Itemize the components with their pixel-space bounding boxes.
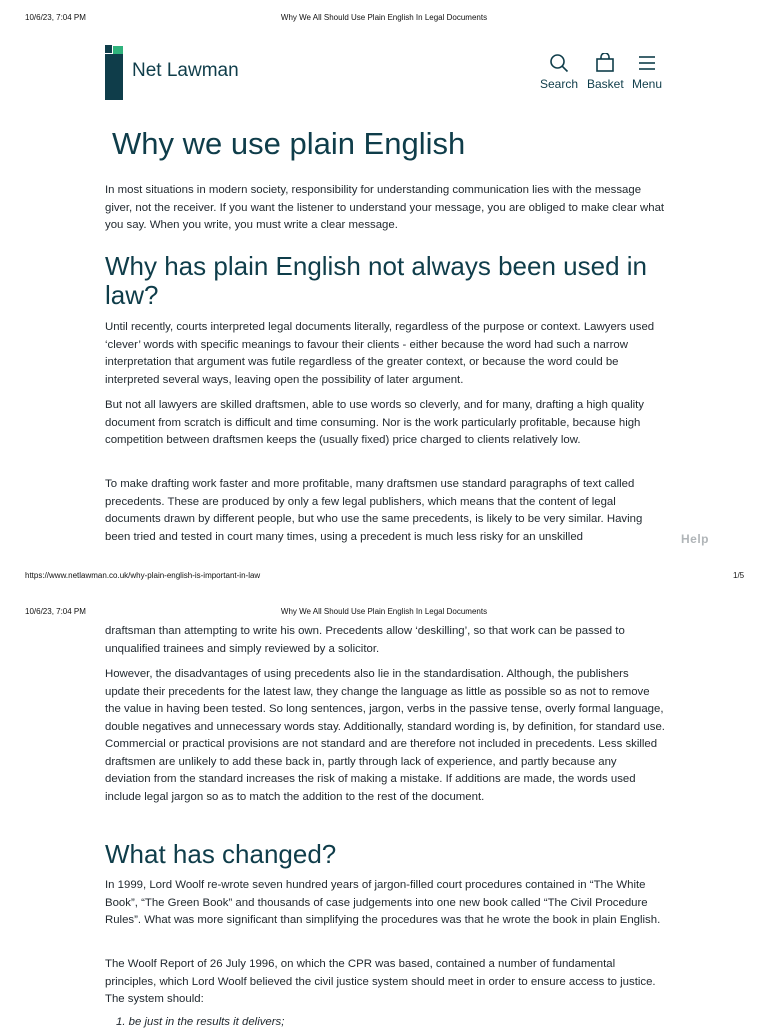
print-doc-title: Why We All Should Use Plain English In Legal Documents: [280, 13, 488, 22]
basket-icon: [595, 53, 615, 73]
print-url: https://www.netlawman.co.uk/why-plain-english-is-important-in-law: [25, 571, 261, 580]
nav-menu-button[interactable]: [632, 53, 662, 91]
paragraph-6: The Woolf Report of 26 July 1996, on which the CPR was based, contained a number of fundamental principles, which Lord Woolf believed the civil justice system should meet in order to ensure access to justice. The system should:: [105, 958, 656, 1005]
list-item: 1. be just in the results it delivers;: [116, 1016, 285, 1028]
print-datetime: 10/6/23, 7:04 PM: [25, 13, 86, 22]
page-title: Why we use plain English: [112, 126, 466, 161]
help-button[interactable]: Help: [681, 532, 710, 546]
print-doc-title-page-2: Why We All Should Use Plain English In Legal Documents: [280, 607, 488, 616]
print-datetime-page-2: 10/6/23, 7:04 PM: [25, 607, 86, 616]
brand-name: Net Lawman: [132, 60, 239, 81]
print-page-number: 1/5: [733, 571, 745, 580]
menu-icon: [637, 53, 657, 73]
nav-search-button[interactable]: [540, 53, 578, 91]
brand-logo[interactable]: [105, 45, 255, 101]
intro-paragraph: In most situations in modern society, responsibility for understanding communication lies with the message giver, not the receiver. If you want the listener to understand your message, you are obliged to make clear what you say. When you write, you must write a clear message.: [105, 184, 665, 231]
paragraph-5: In 1999, Lord Woolf re-wrote seven hundred years of jargon-filled court procedures contained in “The White Book”, “The Green Book” and thousands of case judgements into one new book called “The Civil Procedure Rules”. What was more significant than simplifying the procedures was that he wrote the book in plain English.: [105, 879, 661, 926]
paragraph-3-continued: draftsman than attempting to write his own. Precedents allow ‘deskilling’, so that work can be passed to unqualified trainees and simply reviewed by a solicitor.: [105, 625, 625, 655]
search-icon: [549, 53, 569, 73]
heading-why-not-used: Why has plain English not always been used in law?: [105, 251, 647, 310]
nav-basket-button[interactable]: [587, 53, 624, 91]
nav-menu-label: Menu: [632, 77, 663, 91]
paragraph-4: However, the disadvantages of using precedents also lie in the standardisation. Although, the publishers update their precedents for the latest law, they change the language as little as possible so as not to remove the value in having been tested. So long sentences, jargon, verbs in the passive tense, overly formal language, double negatives and unnecessary words stay. Additionally, standard wording is, by definition, for standard use. Commercial or practical provisions are not standard and are therefore not included in precedents. Less skilled draftsmen are unlikely to add these back in, partly through lack of experience, and partly because any deviation from the standard increases the risk of making a mistake. If additions are made, the words used include legal jargon so as to match the addition to the rest of the document.: [105, 668, 665, 803]
paragraph-2: But not all lawyers are skilled draftsmen, able to use words so cleverly, and for many, drafting a high quality document from scratch is difficult and time consuming. Nor is the work particularly profitable, because high competition between draftsmen keeps the (usually fixed) price charged to clients relatively low.: [105, 399, 644, 446]
logo-mark-icon: [105, 45, 127, 101]
nav-basket-label: Basket: [587, 77, 624, 91]
heading-what-has-changed: What has changed?: [105, 839, 337, 869]
paragraph-1: Until recently, courts interpreted legal documents literally, regardless of the purpose or context. Lawyers used ‘clever’ words with specific meanings to favour their clients - either because the word had such a narrow interpretation that argument was futile regardless of the greater context, or because the word could be interpreted several ways, leaving open the possibility of later argument.: [105, 321, 655, 386]
nav-search-label: Search: [540, 77, 579, 91]
paragraph-3: To make drafting work faster and more profitable, many draftsmen use standard paragraphs of text called precedents. These are produced by only a few legal publishers, which means that the content of legal documents drawn by different people, but who use the same precedents, is likely to be very similar. Having been tried and tested in court many times, using a precedent is much less risky for an unskilled: [105, 478, 643, 543]
